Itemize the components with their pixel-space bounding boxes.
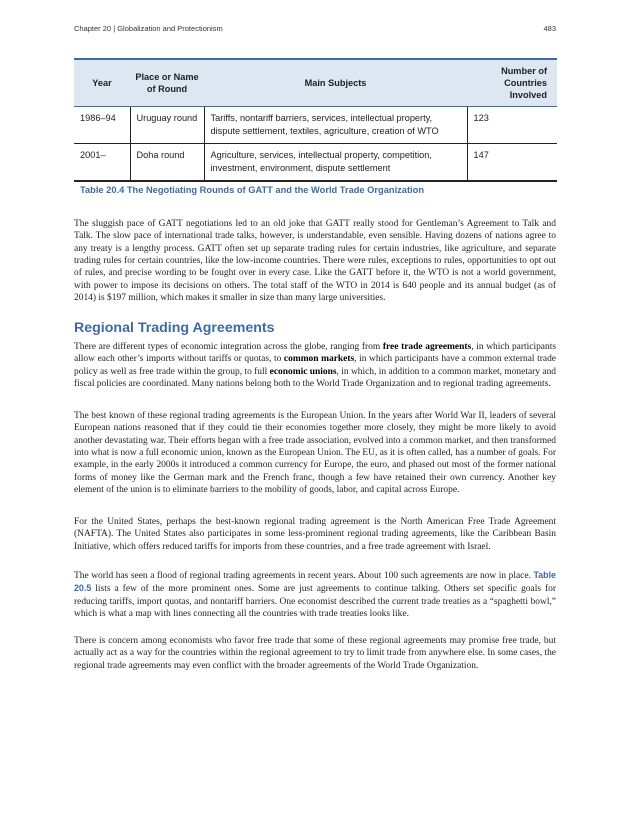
term-free-trade-agreements: free trade agreements: [382, 342, 472, 352]
column-header-place: Place or Name of Round: [130, 59, 204, 107]
cell-countries: 147: [467, 144, 557, 182]
paragraph-economic-integration: There are different types of economic integration across the globe, ranging from free trade agreements, in which participants allow each other’s imports without tariffs or quotas, to common markets, in which participants have a common external trade policy as well as free trade within the group, to full economic unions, in which, in addition to a common market, monetary and fiscal policies are coordinated. Many nations belong both to the World Trade Organization and to regional trading agreements.: [74, 342, 557, 390]
cell-subjects: Tariffs, nontariff barriers, services, intellectual property, dispute settlement, textiles, agriculture, creation of WTO: [204, 107, 467, 144]
table-row: [74, 144, 557, 182]
table-row: [74, 107, 557, 144]
paragraph-nafta: For the United States, perhaps the best-known regional trading agreement is the North American Free Trade Agreement (NAFTA). The United States also participates in some less-prominent regional trading agreements, like the Caribbean Basin Initiative, which offers reduced tariffs for imports from these countries, and a free trade agreement with Israel.: [74, 517, 556, 552]
cell-countries: 123: [467, 107, 557, 144]
table-header-row: [74, 59, 557, 107]
table-20-5-link[interactable]: Table 20.5: [74, 570, 556, 594]
cell-round: Doha round: [130, 144, 204, 182]
running-head: [74, 24, 556, 36]
cell-year: 2001–: [74, 144, 130, 182]
chapter-title: Chapter 20 | Globalization and Protectionism: [74, 24, 223, 33]
column-header-countries: Number of Countries Involved: [467, 59, 557, 107]
cell-round: Uruguay round: [130, 107, 204, 144]
paragraph-spaghetti-bowl: The world has seen a flood of regional trading agreements in recent years. About 100 such agreements are now in place. Table 20.5 lists a few of the more prominent ones. Some are just agreements to continue talking. Others set specific goals for reducing tariffs, import quotas, and nontariff barriers. One economist described the current trade treaties as a “spaghetti bowl,” which is what a map with lines connecting all the countries with trade treaties looks like.: [74, 570, 556, 620]
term-economic-unions: economic unions: [269, 366, 337, 377]
column-header-year: Year: [74, 59, 130, 107]
cell-subjects: Agriculture, services, intellectual property, competition, investment, environment, dispute settlement: [204, 144, 467, 182]
page-number: 483: [543, 24, 556, 33]
gatt-rounds-table: [74, 58, 557, 182]
table-caption: Table 20.4 The Negotiating Rounds of GATT and the World Trade Organization: [80, 185, 425, 195]
paragraph-free-trade-concern: There is concern among economists who favor free trade that some of these regional agreements may promise free trade, but actually act as a way for the countries within the regional agreement to try to limit trade from anywhere else. In some cases, the regional trade agreements may even conflict with the broader agreements of the World Trade Organization.: [74, 636, 556, 671]
term-common-markets: common markets: [283, 354, 355, 365]
column-header-subjects: Main Subjects: [204, 59, 467, 107]
cell-year: 1986–94: [74, 107, 130, 144]
paragraph-european-union: The best known of these regional trading agreements is the European Union. In the years after World War II, leaders of several European nations reasoned that if they could tie their economies together more closely, they might be more likely to avoid another devastating war. Their efforts began with a free trade association, evolved into a common market, and then transformed into what is now a full economic union, known as the European Union. The EU, as it is often called, has a number of goals. For example, in the early 2000s it introduced a common currency for Europe, the euro, and phased out most of the former national forms of money like the German mark and the French franc, though a few have retained their own currency. Another key element of the union is to eliminate barriers to the mobility of goods, labor, and capital across Europe.: [74, 411, 556, 496]
paragraph-gatt-pace: The sluggish pace of GATT negotiations led to an old joke that GATT really stood for Gentleman’s Agreement to Talk and Talk. The slow pace of international trade talks, however, is understandable, even sensible. Having dozens of nations agree to any treaty is a lengthy process. GATT often set up separate trading rules for certain industries, like agriculture, and separate trading rules for certain countries, like the low-income countries. There were rules, exceptions to rules, opportunities to opt out of rules, and precise wording to be fought over in every case. Like the GATT before it, the WTO is not a world government, with power to impose its decisions on others. The total staff of the WTO in 2014 is 640 people and its annual budget (as of 2014) is $197 million, which makes it smaller in size than many large universities.: [74, 219, 556, 304]
section-heading: Regional Trading Agreements: [74, 320, 275, 336]
